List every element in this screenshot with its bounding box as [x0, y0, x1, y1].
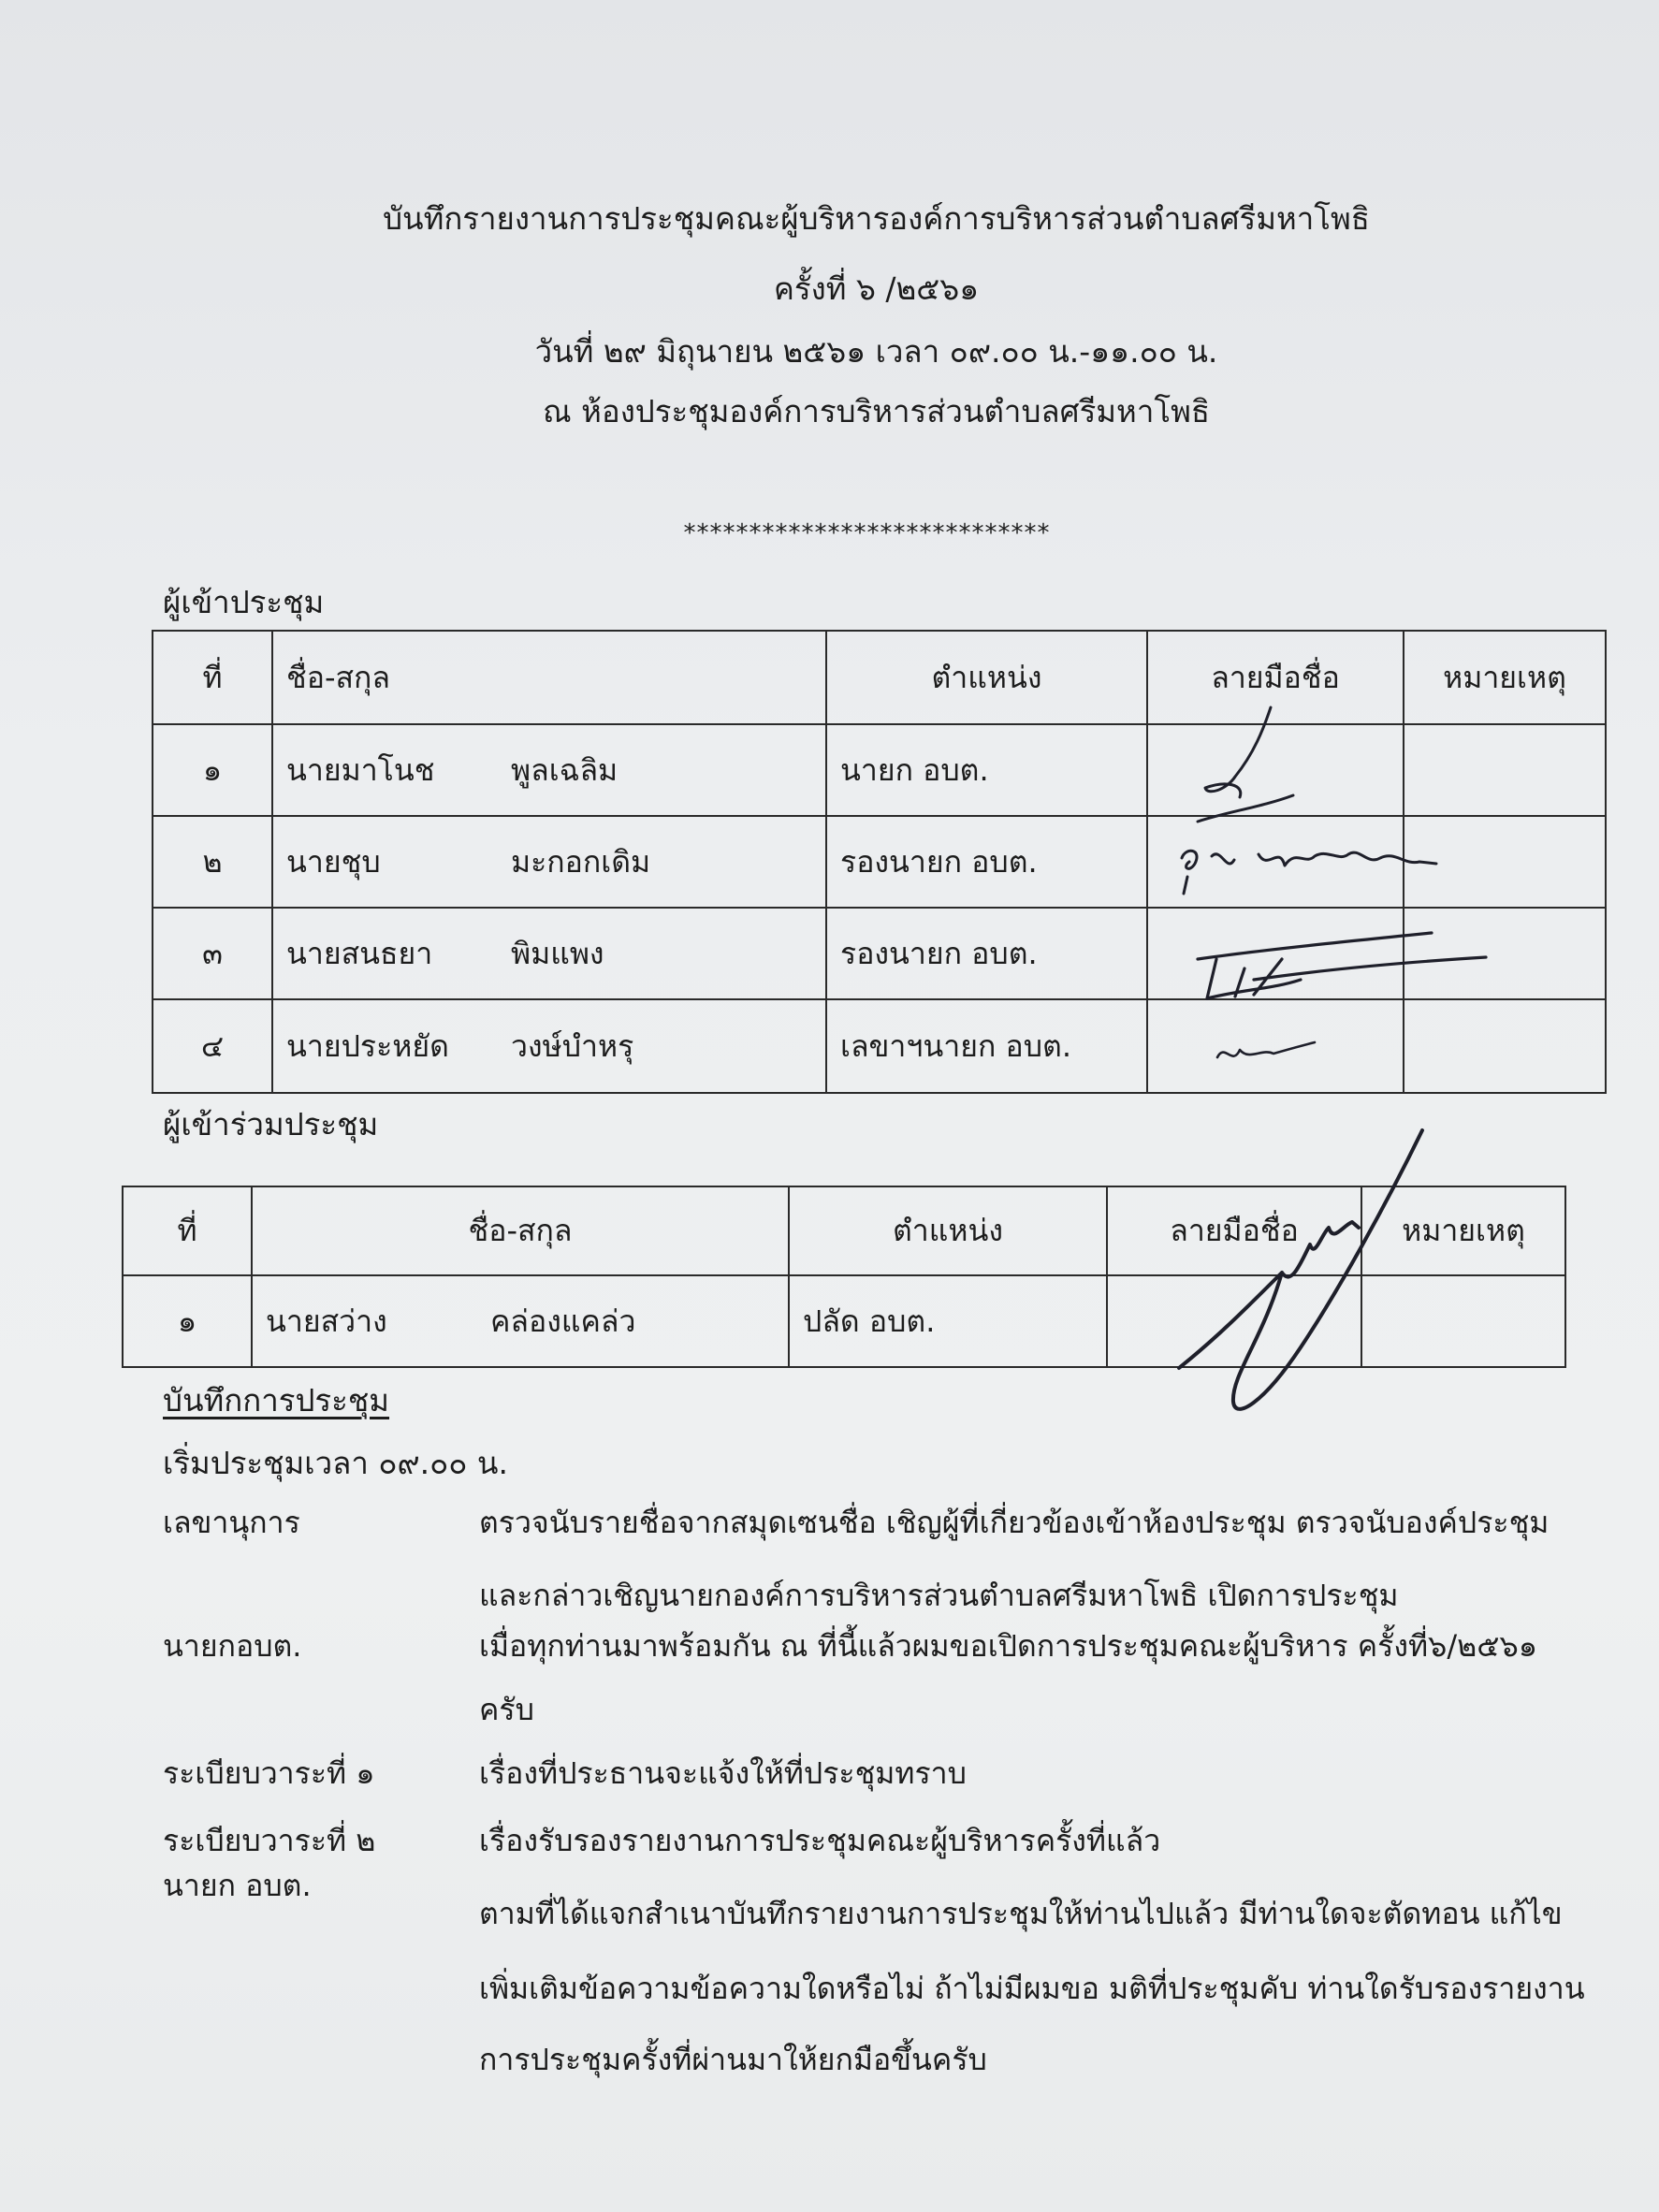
family-name: วงษ์บำหรุ	[511, 1027, 634, 1064]
row-name	[272, 999, 826, 1093]
col-position: ตำแหน่ง	[826, 631, 1147, 724]
meeting-date-time: วันที่ ๒๙ มิถุนายน ๒๕๖๑ เวลา ๐๙.๐๐ น.-๑๑.๐๐ น.	[534, 333, 1218, 370]
col-note: หมายเหตุ	[1404, 631, 1606, 724]
col-no: ที่	[153, 631, 272, 724]
given-name: นายมาโนช	[286, 751, 435, 788]
row-no: ๑	[123, 1275, 252, 1367]
row-no: ๓	[153, 908, 272, 999]
family-name: พิมแพง	[511, 935, 604, 971]
row-position: เลขาฯนายก อบต.	[826, 999, 1147, 1093]
separator-stars: ****************************	[683, 519, 1051, 547]
col-position: ตำแหน่ง	[789, 1186, 1107, 1275]
given-name: นายประหยัด	[286, 1027, 449, 1064]
row-note	[1404, 724, 1606, 816]
col-name: ชื่อ-สกุล	[252, 1186, 789, 1275]
session-number: ครั้งที่ ๖ /๒๕๖๑	[773, 270, 980, 307]
statement-line: เรื่องที่ประธานจะแจ้งให้ที่ประชุมทราบ	[479, 1755, 967, 1791]
statement-line: เพิ่มเติมข้อความข้อความใดหรือไม่ ถ้าไม่มีผมขอ มติที่ประชุมคับ ท่านใดรับรองรายงาน	[479, 1971, 1585, 2006]
table-row	[153, 724, 1606, 816]
row-no: ๔	[153, 999, 272, 1093]
signature-row-1	[1188, 702, 1301, 828]
row-no: ๒	[153, 816, 272, 908]
signature-row-4	[1212, 1029, 1324, 1076]
speaker: นายก อบต.	[163, 1868, 312, 1903]
speaker: ระเบียบวาระที่ ๒	[163, 1823, 376, 1858]
row-position: นายก อบต.	[826, 724, 1147, 816]
statement	[479, 1865, 1585, 2080]
statement-line: การประชุมครั้งที่ผ่านมาให้ยกมือขึ้นครับ	[479, 2042, 987, 2077]
row-position: ปลัด อบต.	[789, 1275, 1107, 1367]
row-name	[272, 908, 826, 999]
statement	[479, 1502, 1574, 1616]
row-no: ๑	[153, 724, 272, 816]
speaker: นายกอบต.	[163, 1628, 302, 1664]
row-position: รองนายก อบต.	[826, 908, 1147, 999]
speaker: เลขานุการ	[163, 1505, 300, 1540]
given-name: นายชุบ	[286, 843, 381, 880]
statement-line: ตรวจนับรายชื่อจากสมุดเซนชื่อ เชิญผู้ที่เกี่ยวข้องเข้าห้องประชุม ตรวจนับองค์ประชุม	[479, 1505, 1550, 1540]
given-name: นายสว่าง	[266, 1302, 387, 1339]
col-signature: ลายมือชื่อ	[1147, 631, 1404, 724]
row-name	[272, 724, 826, 816]
statement-line: และกล่าวเชิญนายกองค์การบริหารส่วนตำบลศรีมหาโพธิ เปิดการประชุม	[479, 1578, 1399, 1613]
participants-label: ผู้เข้าร่วมประชุม	[163, 1106, 379, 1142]
row-name	[272, 816, 826, 908]
statement-line: เมื่อทุกท่านมาพร้อมกัน ณ ที่นี้แล้วผมขอเปิดการประชุมคณะผู้บริหาร ครั้งที่๖/๒๕๖๑	[479, 1628, 1538, 1664]
col-name: ชื่อ-สกุล	[272, 631, 826, 724]
meeting-start-time: เริ่มประชุมเวลา ๐๙.๐๐ น.	[163, 1445, 508, 1481]
attendees-header-row	[153, 631, 1606, 724]
signature-row-3	[1188, 922, 1497, 1006]
family-name: คล่องแคล่ว	[490, 1302, 636, 1339]
family-name: มะกอกเดิม	[511, 843, 651, 880]
speaker: ระเบียบวาระที่ ๑	[163, 1755, 375, 1791]
document-title: บันทึกรายงานการประชุมคณะผู้บริหารองค์การบริหารส่วนตำบลศรีมหาโพธิ	[383, 200, 1370, 237]
row-position: รองนายก อบต.	[826, 816, 1147, 908]
statement	[479, 1820, 1574, 1861]
statement-line: เรื่องรับรองรายงานการประชุมคณะผู้บริหารครั้งที่แล้ว	[479, 1823, 1161, 1858]
col-note: หมายเหตุ	[1361, 1186, 1565, 1275]
row-name	[252, 1275, 789, 1367]
attendees-label: ผู้เข้าประชุม	[163, 584, 325, 620]
statement	[479, 1625, 1574, 1730]
table-row	[153, 999, 1606, 1093]
col-signature: ลายมือชื่อ	[1107, 1186, 1361, 1275]
minutes-heading: บันทึกการประชุม	[163, 1382, 390, 1419]
col-no: ที่	[123, 1186, 252, 1275]
family-name: พูลเฉลิม	[511, 751, 618, 788]
given-name: นายสนธยา	[286, 935, 433, 971]
statement-line: ครับ	[479, 1692, 534, 1727]
row-note	[1404, 999, 1606, 1093]
meeting-location: ณ ห้องประชุมองค์การบริหารส่วนตำบลศรีมหาโพธิ	[543, 393, 1210, 429]
statement	[479, 1753, 1574, 1794]
statement-line: ตามที่ได้แจกสำเนาบันทึกรายงานการประชุมให้ท่านไปแล้ว มีท่านใดจะตัดทอน แก้ไข	[479, 1896, 1563, 1931]
signature-participant-1	[1160, 1123, 1432, 1422]
signature-row-2	[1174, 837, 1446, 903]
